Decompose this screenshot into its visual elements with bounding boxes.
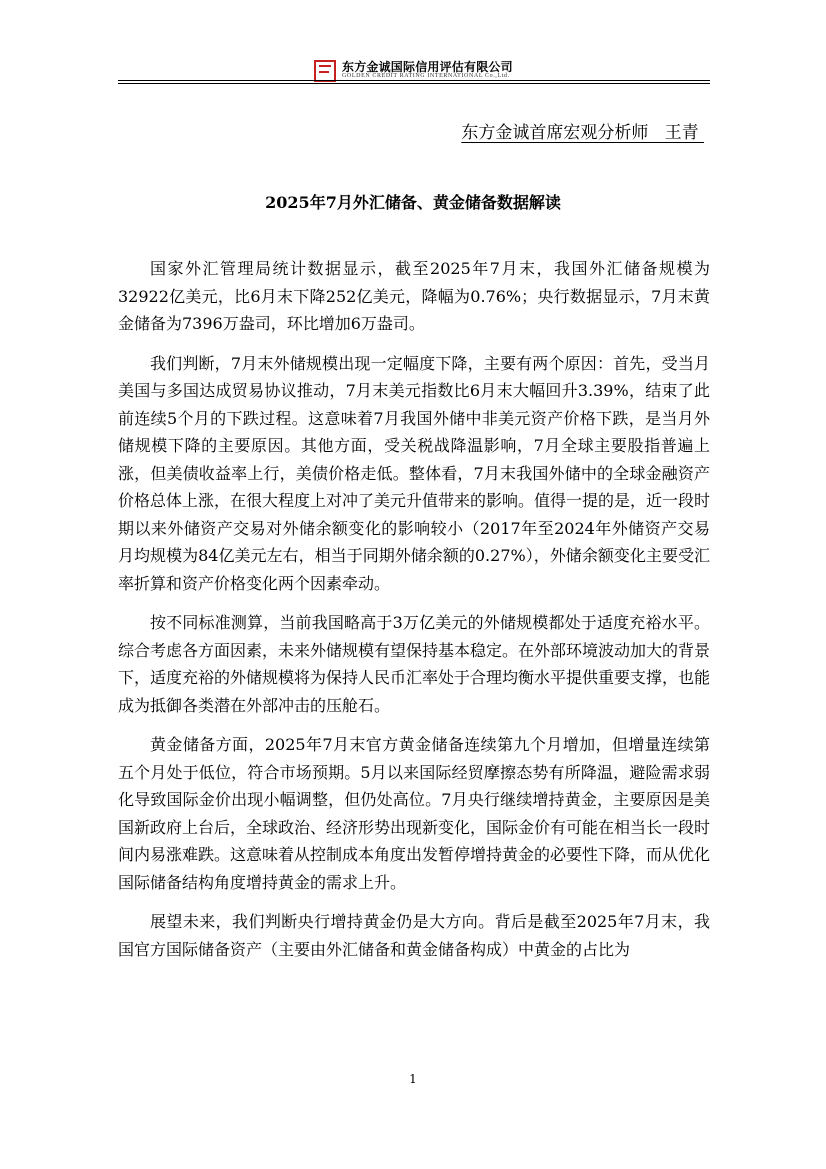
document-body bbox=[118, 255, 710, 975]
company-name-en: GOLDEN CREDIT RATING INTERNATIONAL Co.,Ltd. bbox=[342, 73, 510, 79]
paragraph: 黄金储备方面，2025年7月末官方黄金储备连续第九个月增加，但增量连续第五个月处于低位，符合市场预期。5月以来国际经贸摩擦态势有所降温，避险需求弱化导致国际金价出现小幅调整，但仍处高位。7月央行继续增持黄金，主要原因是美国新政府上台后，全球政治、经济形势出现新变化，国际金价有可能在相当长一段时间内易涨难跌。这意味着从控制成本角度出发暂停增持黄金的必要性下降，而从优化国际储备结构角度增持黄金的需求上升。 bbox=[118, 735, 711, 892]
paragraph: 国家外汇管理局统计数据显示，截至2025年7月末，我国外汇储备规模为32922亿美元，比6月末下降252亿美元，降幅为0.76%；央行数据显示，7月末黄金储备为7396万盎司，环比增加6万盎司。 bbox=[118, 259, 710, 333]
header-divider-secondary bbox=[118, 83, 710, 84]
company-name-cn: 东方金诚国际信用评估有限公司 bbox=[342, 60, 513, 74]
author-line: 东方金诚首席宏观分析师 王青 bbox=[461, 123, 704, 143]
paragraph: 我们判断，7月末外储规模出现一定幅度下降，主要有两个原因：首先，受当月美国与多国达成贸易协议推动，7月末美元指数比6月末大幅回升3.39%，结束了此前连续5个月的下跌过程。这意味着7月我国外储中非美元资产价格下跌，是当月外储规模下降的主要原因。其他方面，受关税战降温影响，7月全球主要股指普遍上涨，但美债收益率上行，美债价格走低。整体看，7月末我国外储中的全球金融资产价格总体上涨，在很大程度上对冲了美元升值带来的影响。值得一提的是，近一段时期以来外储资产交易对外储余额变化的影响较小（2017年至2024年外储资产交易月均规模为84亿美元左右，相当于同期外储余额的0.27%），外储余额变化主要受汇率折算和资产价格变化两个因素牵动。 bbox=[118, 353, 711, 593]
company-logo-icon bbox=[314, 60, 336, 82]
paragraph: 展望未来，我们判断央行增持黄金仍是大方向。背后是截至2025年7月末，我国官方国际储备资产（主要由外汇储备和黄金储备构成）中黄金的占比为 bbox=[118, 912, 710, 959]
page-number: 1 bbox=[409, 1072, 417, 1086]
document-title: 2025年7月外汇储备、黄金储备数据解读 bbox=[265, 193, 561, 212]
paragraph: 按不同标准测算，当前我国略高于3万亿美元的外储规模都处于适度充裕水平。综合考虑各方面因素，未来外储规模有望保持基本稳定。在外部环境波动加大的背景下，适度充裕的外储规模将为保持人民币汇率处于合理均衡水平提供重要支撑，也能成为抵御各类潜在外部冲击的压舱石。 bbox=[118, 613, 711, 715]
header-divider bbox=[118, 80, 710, 81]
